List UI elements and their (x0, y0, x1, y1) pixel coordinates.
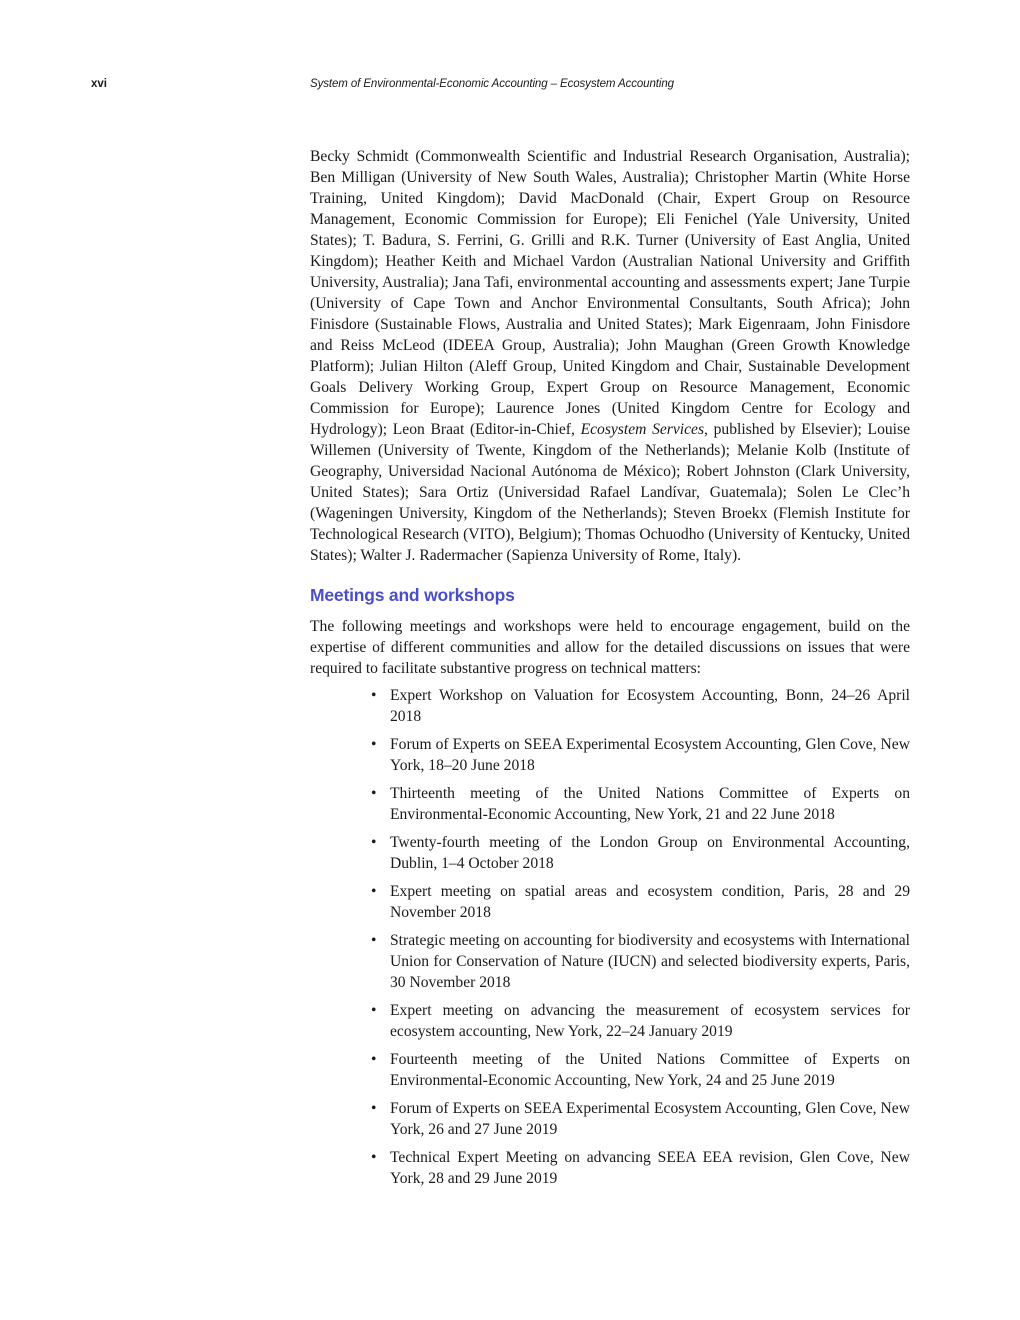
page-number: xvi (91, 78, 107, 90)
bullet-icon: • (371, 687, 377, 704)
list-item-text: Expert meeting on advancing the measurement of ecosystem services for ecosystem accounting, New York, 22–24 January 2019 (390, 1002, 910, 1040)
list-item (371, 1098, 910, 1140)
bullet-icon: • (371, 834, 377, 851)
list-item (371, 1147, 910, 1189)
list-item-text: Fourteenth meeting of the United Nations Committee of Experts on Environmental-Economic Accounting, New York, 24 and 25 June 2019 (390, 1051, 910, 1089)
bullet-icon: • (371, 883, 377, 900)
bullet-icon: • (371, 1100, 377, 1117)
page-header (0, 78, 1020, 98)
list-item-text: Twenty-fourth meeting of the London Group on Environmental Accounting, Dublin, 1–4 October 2018 (390, 834, 910, 872)
list-item-text: Technical Expert Meeting on advancing SEEA EEA revision, Glen Cove, New York, 28 and 29 June 2019 (390, 1149, 910, 1187)
list-item (371, 1000, 910, 1042)
list-item-text: Forum of Experts on SEEA Experimental Ecosystem Accounting, Glen Cove, New York, 26 and 27 June 2019 (390, 1100, 910, 1138)
list-item (371, 1049, 910, 1091)
list-item-text: Forum of Experts on SEEA Experimental Ecosystem Accounting, Glen Cove, New York, 18–20 June 2018 (390, 736, 910, 774)
acknowledgements-text-part1: Becky Schmidt (Commonwealth Scientific and Industrial Research Organisation, Australia); Ben Milligan (University of New South Wales, Australia); Christopher Martin (White Horse Training, United Kingdom); David MacDonald (Chair, Expert Group on Resource Management, Economic Commission for Europe); Eli Fenichel (Yale University, United States); T. Badura, S. Ferrini, G. Grilli and R.K. Turner (University of East Anglia, United Kingdom); Heather Keith and Michael Vardon (Australian National University and Griffith University, Australia); Jana Tafi, environmental accounting and assessments expert; Jane Turpie (University of Cape Town and Anchor Environmental Consultants, South Africa); John Finisdore (Sustainable Flows, Australia and United States); Mark Eigenraam, John Finisdore and Reiss McLeod (IDEEA Group, Australia); John Maughan (Green Growth Knowledge Platform); Julian Hilton (Aleff Group, United Kingdom and Chair, Sustainable Development Goals Delivery Working Group, Expert Group on Resource Management, Economic Commission for Europe); Laurence Jones (United Kingdom Centre for Ecology and Hydrology); Leon Braat (Editor-in-Chief, (310, 148, 910, 438)
meetings-intro-paragraph: The following meetings and workshops were held to encourage engagement, build on the expertise of different communities and allow for the detailed discussions on issues that were required to facilitate substantive progress on technical matters: (310, 618, 910, 677)
acknowledgements-text-part2: , published by Elsevier); Louise Willemen (University of Twente, Kingdom of the Netherlands); Melanie Kolb (Institute of Geography, Universidad Nacional Autónoma de México); Robert Johnston (Clark University, United States); Sara Ortiz (Universidad Rafael Landívar, Guatemala); Solen Le Clec’h (Wageningen University, Kingdom of the Netherlands); Steven Broekx (Flemish Institute for Technological Research (VITO), Belgium); Thomas Ochuodho (University of Kentucky, United States); Walter J. Radermacher (Sapienza University of Rome, Italy). (310, 421, 910, 564)
list-item-text: Expert meeting on spatial areas and ecosystem condition, Paris, 28 and 29 November 2018 (390, 883, 910, 921)
section-heading-meetings: Meetings and workshops (310, 585, 515, 605)
meetings-list (310, 685, 910, 1189)
acknowledgements-paragraph (310, 146, 910, 566)
list-item (371, 783, 910, 825)
list-item-text: Thirteenth meeting of the United Nations Committee of Experts on Environmental-Economic Accounting, New York, 21 and 22 June 2018 (390, 785, 910, 823)
list-item (371, 832, 910, 874)
bullet-icon: • (371, 932, 377, 949)
bullet-icon: • (371, 785, 377, 802)
page-body (310, 146, 910, 1196)
bullet-icon: • (371, 1002, 377, 1019)
running-title: System of Environmental-Economic Accounting – Ecosystem Accounting (310, 78, 674, 90)
list-item-text: Strategic meeting on accounting for biodiversity and ecosystems with International Union for Conservation of Nature (IUCN) and selected biodiversity experts, Paris, 30 November 2018 (390, 932, 910, 991)
list-item-text: Expert Workshop on Valuation for Ecosystem Accounting, Bonn, 24–26 April 2018 (390, 687, 910, 725)
list-item (371, 881, 910, 923)
journal-title: Ecosystem Services (580, 421, 705, 438)
bullet-icon: • (371, 1051, 377, 1068)
list-item (371, 734, 910, 776)
bullet-icon: • (371, 736, 377, 753)
list-item (371, 685, 910, 727)
bullet-icon: • (371, 1149, 377, 1166)
list-item (371, 930, 910, 993)
